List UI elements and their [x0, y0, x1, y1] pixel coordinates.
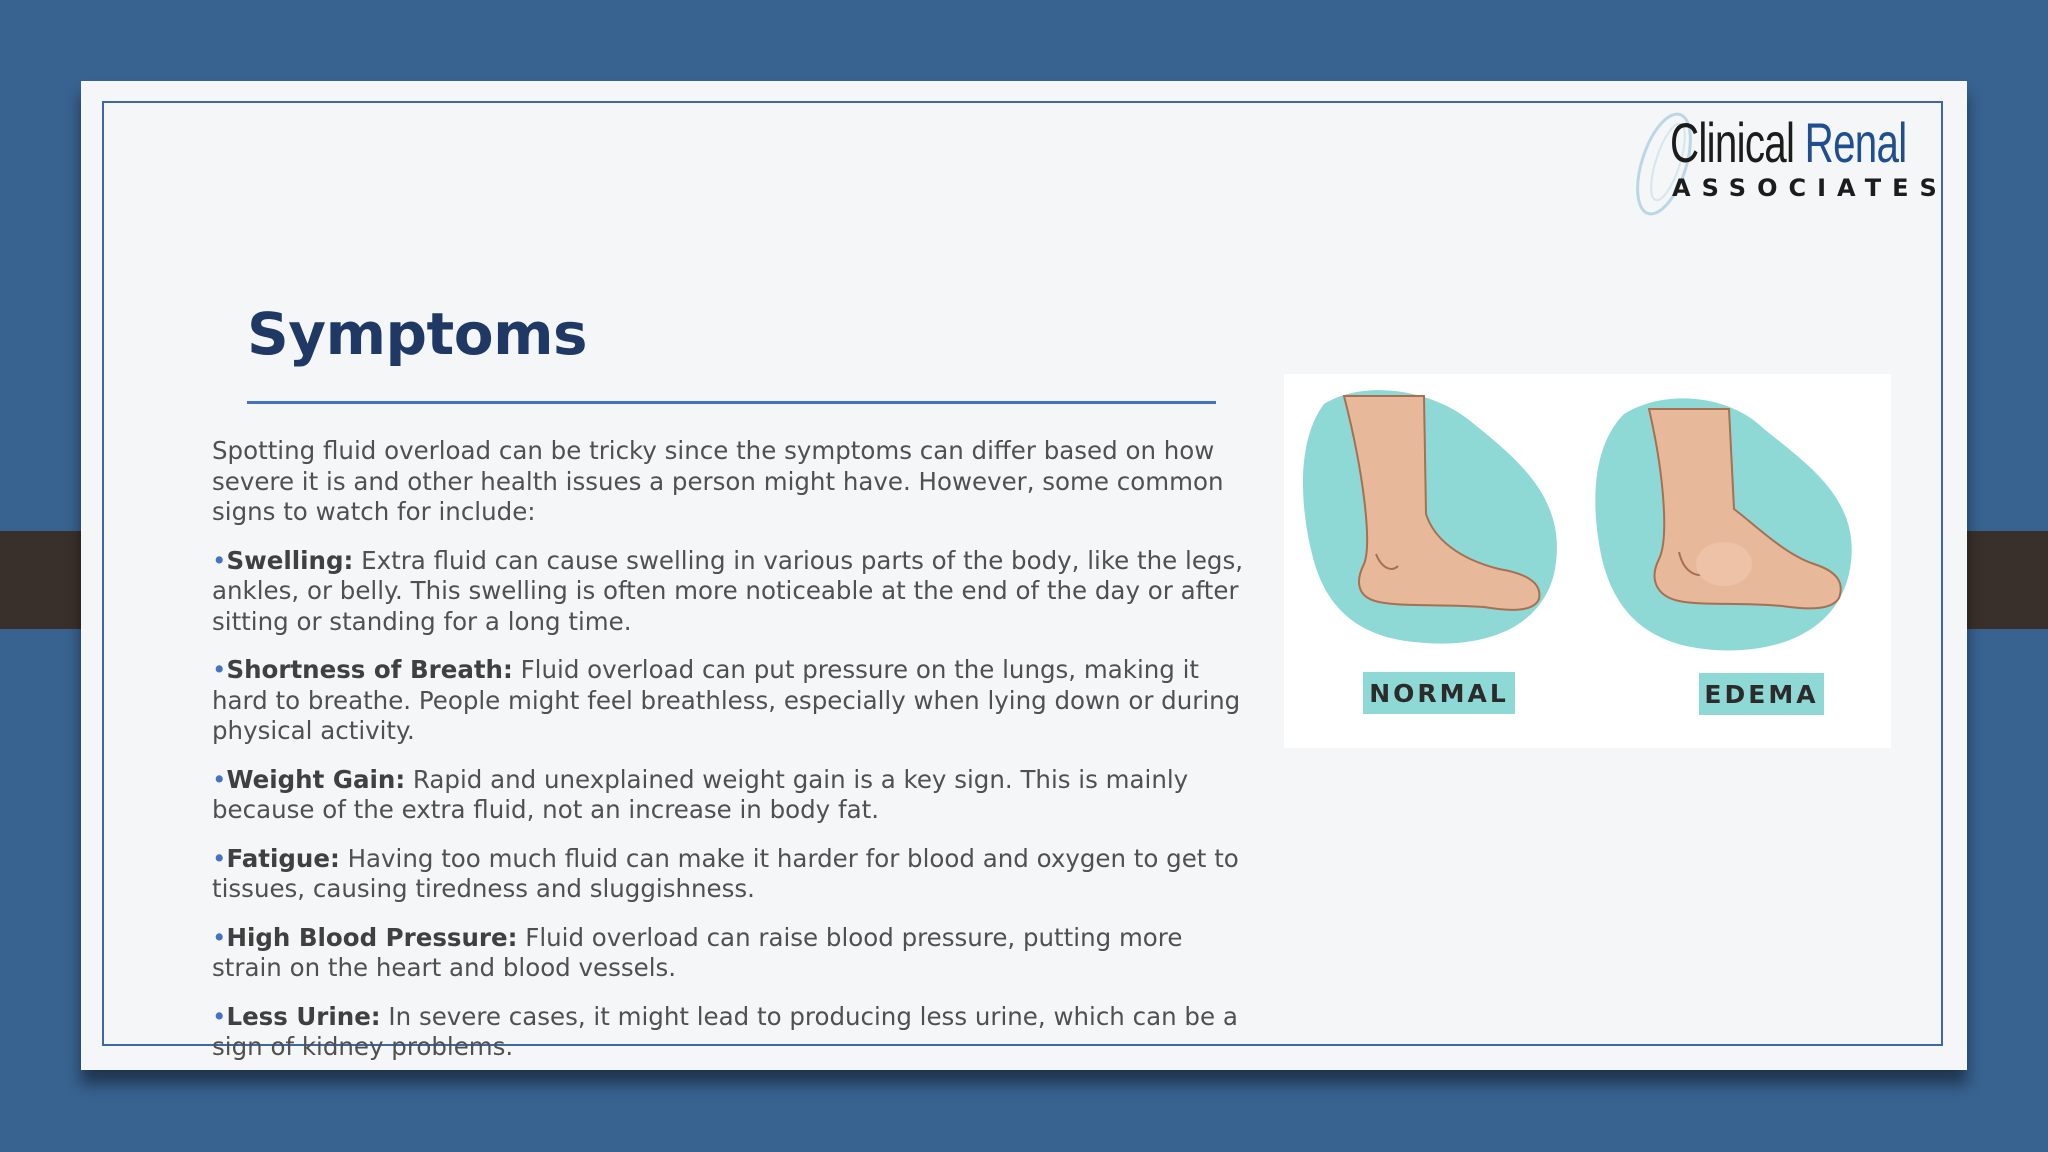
symptom-item-weight-gain — [212, 765, 1257, 826]
title-underline — [247, 401, 1216, 404]
clinical-renal-associates-logo — [1628, 102, 1948, 222]
logo-associates: ASSOCIATES — [1672, 174, 1948, 202]
symptom-item-shortness-of-breath — [212, 655, 1257, 747]
symptom-term: Swelling: — [226, 545, 354, 575]
symptom-description: Fluid overload can raise blood pressure, putting more strain on the heart and blood vessels. — [212, 922, 1183, 982]
symptom-item-fatigue — [212, 844, 1257, 905]
logo-word-renal: Renal — [1804, 111, 1907, 174]
bullet-icon: • — [212, 1001, 227, 1031]
symptom-term: Fatigue: — [226, 843, 340, 873]
symptom-item-high-blood-pressure — [212, 923, 1257, 984]
symptoms-body — [212, 436, 1257, 1081]
bullet-icon: • — [212, 655, 227, 684]
edema-label: EDEMA — [1699, 673, 1824, 715]
symptom-term: High Blood Pressure: — [226, 922, 518, 952]
bullet-icon: • — [212, 843, 227, 873]
bullet-icon: • — [212, 764, 227, 794]
symptom-term: Weight Gain: — [226, 764, 406, 794]
symptom-item-swelling — [212, 546, 1257, 638]
slide-title: Symptoms — [247, 300, 588, 368]
symptom-description: Having too much fluid can make it harder for blood and oxygen to get to tissues, causing tiredness and sluggishness. — [212, 843, 1239, 903]
logo-wordmark — [1670, 110, 1906, 175]
bullet-icon: • — [212, 922, 227, 952]
symptom-description: Rapid and unexplained weight gain is a key sign. This is mainly because of the extra fluid, not an increase in body fat. — [212, 764, 1189, 824]
symptom-term: Less Urine: — [226, 1001, 381, 1031]
intro-paragraph: Spotting fluid overload can be tricky since the symptoms can differ based on how severe it is and other health issues a person might have. However, some common signs to watch for include: — [212, 436, 1224, 526]
symptom-description: In severe cases, it might lead to producing less urine, which can be a sign of kidney problems. — [212, 1001, 1238, 1061]
normal-vs-edema-illustration — [1284, 374, 1891, 748]
bullet-icon: • — [212, 545, 227, 575]
symptom-item-less-urine — [212, 1002, 1257, 1063]
logo-word-clinical: Clinical — [1670, 111, 1795, 174]
symptom-term: Shortness of Breath: — [226, 655, 513, 684]
symptom-description: Extra fluid can cause swelling in various parts of the body, like the legs, ankles, or belly. This swelling is often more noticeable at the end of the day or after sitting or standing for a long time. — [212, 545, 1243, 636]
symptom-description: Fluid overload can put pressure on the lungs, making it hard to breathe. People might feel breathless, especially when lying down or during physical activity. — [212, 655, 1241, 745]
normal-label: NORMAL — [1363, 672, 1515, 714]
